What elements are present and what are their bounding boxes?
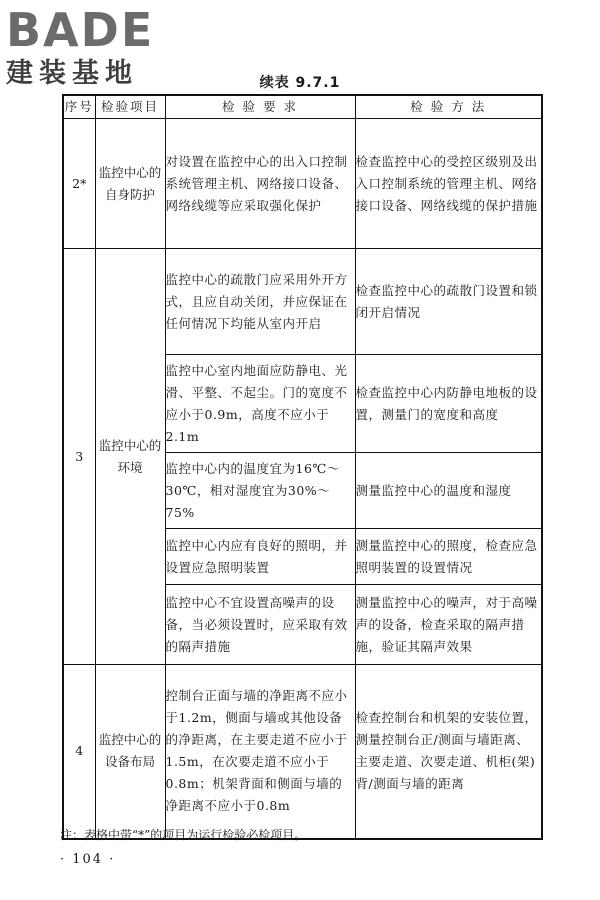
row-method: 测量监控中心的照度，检查应急照明装置的设置情况 <box>355 529 542 585</box>
row-requirement: 监控中心室内地面应防静电、光滑、平整、不起尘。门的宽度不应小于0.9m，高度不应小于2.1m <box>165 355 355 453</box>
table-caption: 续表 9.7.1 <box>259 75 341 91</box>
inspection-table <box>62 94 543 840</box>
row-method: 检查监控中心内防静电地板的设置，测量门的宽度和高度 <box>355 355 542 453</box>
row-method: 检查监控中心的受控区级别及出入口控制系统的管理主机、网络接口设备、网络线缆的保护措施 <box>355 119 542 249</box>
row-requirement: 监控中心不宜设置高噪声的设备，当必须设置时，应采取有效的隔声措施 <box>165 585 355 665</box>
row-method: 检查控制台和机架的安装位置，测量控制台正/测面与墙距离、主要走道、次要走道、机柜(架)背/测面与墙的距离 <box>355 665 542 839</box>
row-method: 测量监控中心的温度和湿度 <box>355 453 542 529</box>
row-requirement: 监控中心内应有良好的照明，并设置应急照明装置 <box>165 529 355 585</box>
logo-brand-text: BADE <box>6 3 155 57</box>
row-number: 4 <box>63 665 95 839</box>
logo-subtitle: 建装基地 <box>6 58 138 89</box>
row-item: 监控中心的环境 <box>95 249 165 665</box>
row-item: 监控中心的设备布局 <box>95 665 165 839</box>
row-item <box>95 119 165 249</box>
row-item-text: 监控中心的自身防护 <box>98 164 162 202</box>
row-requirement: 对设置在监控中心的出入口控制系统管理主机、网络接口设备、网络线缆等应采取强化保护 <box>165 119 355 249</box>
row-requirement: 控制台正面与墙的净距离不应小于1.2m，侧面与墙或其他设备的净距离，在主要走道不应小于1.5m，在次要走道不应小于0.8m；机架背面和侧面与墙的净距离不应小于0.8m <box>165 665 355 839</box>
row-method: 测量监控中心的噪声，对于高噪声的设备，检查采取的隔声措施，验证其隔声效果 <box>355 585 542 665</box>
row-method: 检查监控中心的疏散门设置和锁闭开启情况 <box>355 249 542 355</box>
page-number: · 104 · <box>60 852 116 867</box>
header-method: 检 验 方 法 <box>355 95 542 119</box>
table-row <box>63 119 542 249</box>
header-no: 序号 <box>63 95 95 119</box>
header-requirement: 检 验 要 求 <box>165 95 355 119</box>
table-header-row <box>63 95 542 119</box>
table-row <box>63 249 542 355</box>
row-number: 3 <box>63 249 95 665</box>
table-note: 注：表格中带“*”的项目为运行检验必检项目。 <box>60 828 307 842</box>
row-requirement: 监控中心内的温度宜为16℃～30℃，相对湿度宜为30%～75% <box>165 453 355 529</box>
row-requirement: 监控中心的疏散门应采用外开方式，且应自动关闭，并应保证在任何情况下均能从室内开启 <box>165 249 355 355</box>
row-number: 2* <box>63 119 95 249</box>
header-item: 检验项目 <box>95 95 165 119</box>
table-row <box>63 665 542 839</box>
